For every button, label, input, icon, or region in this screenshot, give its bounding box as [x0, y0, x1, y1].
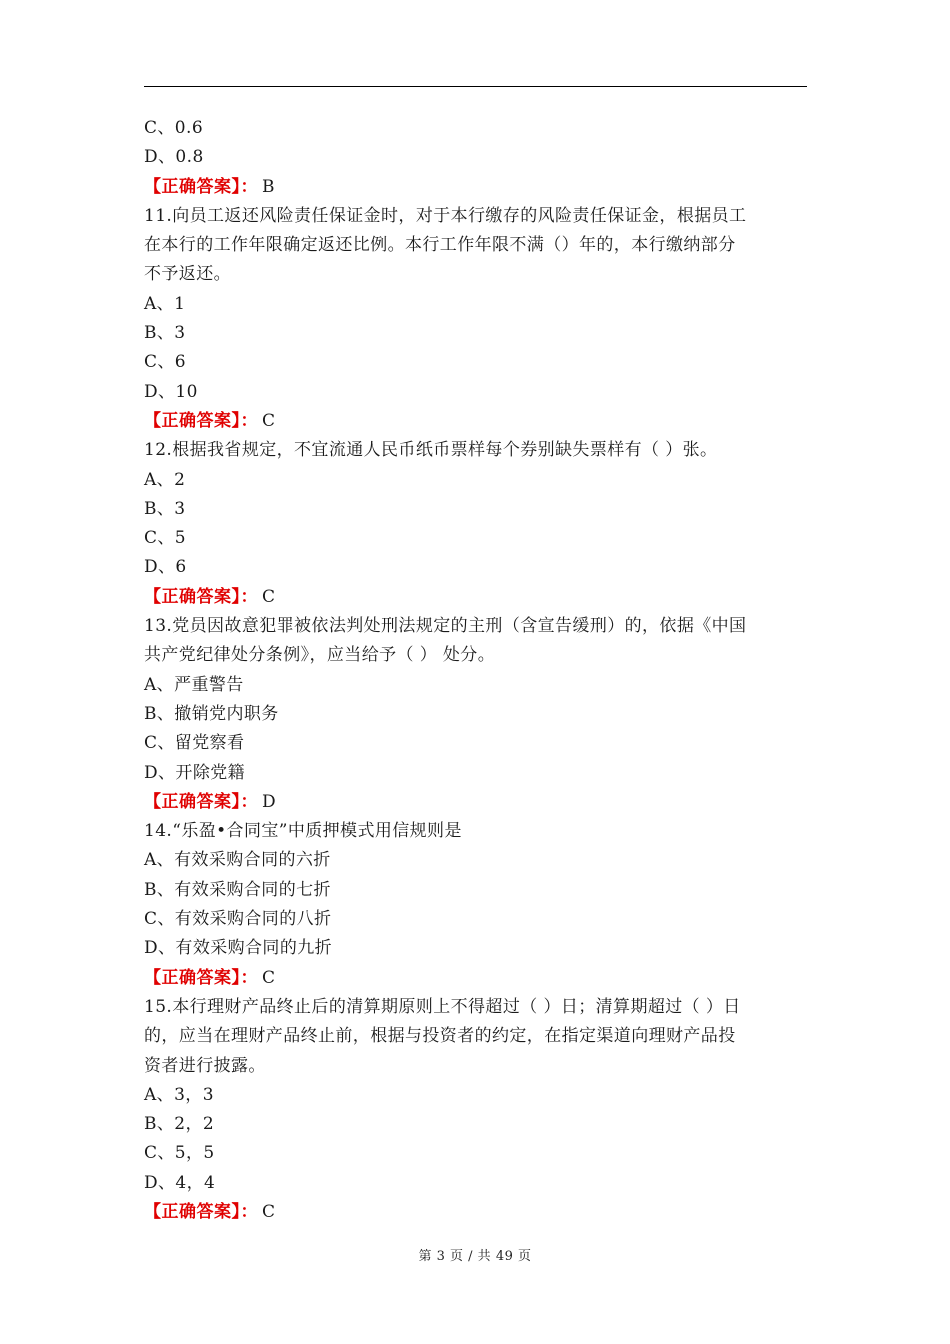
correct-answer-value: B — [262, 176, 275, 197]
answer-option: A、有效采购合同的六折 — [144, 850, 331, 871]
correct-answer-value: C — [262, 586, 276, 607]
answer-option: C、有效采购合同的八折 — [144, 909, 332, 930]
answer-option: B、撤销党内职务 — [144, 703, 279, 724]
correct-answer-value: C — [262, 967, 276, 988]
answer-option: C、5 — [144, 528, 187, 549]
correct-answer-value: D — [262, 791, 277, 812]
question-text — [144, 202, 814, 290]
correct-answer-label: 【正确答案】： — [144, 791, 258, 812]
answer-option: D、有效采购合同的九折 — [144, 938, 333, 959]
correct-answer — [144, 1198, 814, 1227]
question-text — [144, 817, 814, 846]
answer-option: D、10 — [144, 381, 198, 402]
answer-option: A、严重警告 — [144, 674, 244, 695]
answer-option: B、3 — [144, 498, 186, 519]
correct-answer — [144, 964, 814, 993]
page-footer: 第 3 页 / 共 49 页 — [418, 1249, 532, 1264]
question-line: 共产党纪律处分条例》，应当给予（ ） 处分。 — [144, 645, 496, 666]
answer-option: D、开除党籍 — [144, 762, 246, 783]
question-line: 13.党员因故意犯罪被依法判处刑法规定的主刑（含宣告缓刑）的，依据《中国 — [144, 616, 747, 637]
correct-answer-label: 【正确答案】： — [144, 410, 258, 431]
question-line: 资者进行披露。 — [144, 1055, 266, 1076]
question-line: 11.向员工返还风险责任保证金时，对于本行缴存的风险责任保证金，根据员工 — [144, 205, 747, 226]
answer-option: D、6 — [144, 557, 187, 578]
correct-answer-label: 【正确答案】： — [144, 1201, 258, 1222]
question-line: 15.本行理财产品终止后的清算期原则上不得超过（ ）日；清算期超过（ ）日 — [144, 996, 741, 1017]
correct-answer — [144, 407, 814, 436]
answer-option: A、3，3 — [144, 1084, 214, 1105]
correct-answer-label: 【正确答案】： — [144, 967, 258, 988]
answer-option: C、0.6 — [144, 118, 204, 138]
question-text — [144, 993, 814, 1081]
correct-answer — [144, 173, 814, 202]
correct-answer-value: C — [262, 410, 276, 431]
answer-option: C、留党察看 — [144, 733, 245, 754]
question-line: 12.根据我省规定，不宜流通人民币纸币票样每个券别缺失票样有（ ）张。 — [144, 440, 718, 461]
answer-option: A、1 — [144, 293, 186, 314]
question-line: 14.“乐盈•合同宝”中质押模式用信规则是 — [144, 821, 462, 842]
header-rule — [144, 86, 807, 87]
answer-option: D、0.8 — [144, 147, 204, 168]
correct-answer — [144, 788, 814, 817]
correct-answer-label: 【正确答案】： — [144, 586, 258, 607]
answer-option: A、2 — [144, 469, 186, 490]
question-text — [144, 436, 814, 465]
answer-option: B、2，2 — [144, 1114, 215, 1135]
answer-option: B、有效采购合同的七折 — [144, 879, 331, 900]
answer-option: C、6 — [144, 352, 187, 373]
question-line: 在本行的工作年限确定返还比例。本行工作年限不满（）年的，本行缴纳部分 — [144, 235, 736, 256]
correct-answer-label: 【正确答案】： — [144, 176, 258, 197]
question-line: 不予返还。 — [144, 264, 231, 285]
answer-option: D、4，4 — [144, 1172, 216, 1193]
answer-option: B、3 — [144, 323, 186, 344]
question-line: 的，应当在理财产品终止前，根据与投资者的约定，在指定渠道向理财产品投 — [144, 1026, 736, 1047]
question-text — [144, 612, 814, 671]
answer-option: C、5，5 — [144, 1143, 215, 1164]
document-body — [144, 114, 814, 1227]
correct-answer — [144, 583, 814, 612]
correct-answer-value: C — [262, 1201, 276, 1222]
